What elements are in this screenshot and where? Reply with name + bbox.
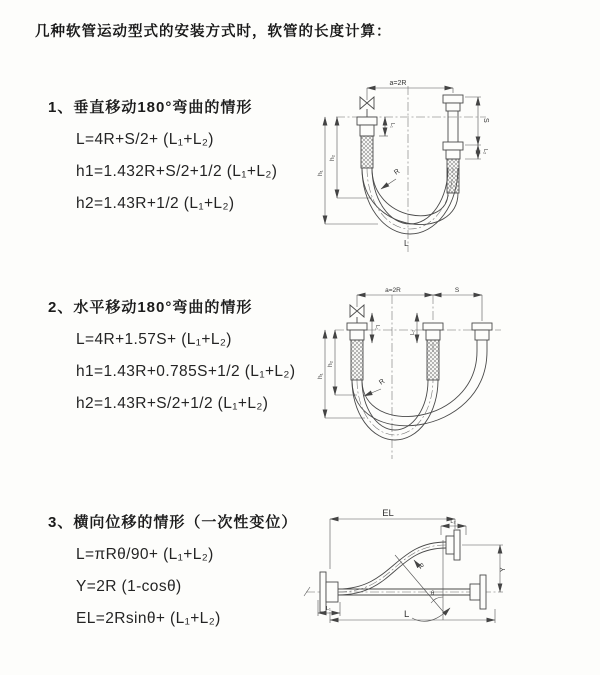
formula-l: L=πRθ/90+ (L₁+L₂) <box>76 546 214 563</box>
formula-l: L=4R+1.57S+ (L₁+L₂) <box>76 331 232 348</box>
dim-label-y: Y <box>500 567 507 572</box>
dim-label-theta: θ <box>431 591 435 597</box>
section-2-heading: 2、水平移动180°弯曲的情形 <box>48 299 253 316</box>
diagram-horizontal-180-bend <box>305 283 540 475</box>
dim-label-h2: h₂ <box>327 360 334 367</box>
section-1-heading: 1、垂直移动180°弯曲的情形 <box>48 99 253 116</box>
left-pipe-end <box>357 117 377 168</box>
hose-curves <box>352 351 487 440</box>
section-vertical-movement <box>0 98 277 226</box>
dim-label-l2: L₂ <box>410 329 416 335</box>
left-pipe-end <box>347 323 367 380</box>
dim-label-l1: L₁ <box>374 325 380 330</box>
formula-l: L=4R+S/2+ (L₁+L₂) <box>76 131 214 148</box>
formula-h2: h2=1.43R+S/2+1/2 (L₁+L₂) <box>76 395 269 412</box>
dim-label-l1: L₁ <box>389 123 395 128</box>
formula-y: Y=2R (1-cosθ) <box>76 578 182 595</box>
dim-label-h1: h₁ <box>317 170 324 176</box>
section-3-heading: 3、横向位移的情形（一次性变位） <box>48 514 298 531</box>
centerline-break-mark <box>304 587 310 596</box>
formula-h1: h1=1.43R+0.785S+1/2 (L₁+L₂) <box>76 363 296 380</box>
formula-h2: h2=1.43R+1/2 (L₁+L₂) <box>76 195 235 212</box>
diagram-lateral-displacement <box>300 505 560 655</box>
dim-label-r: R <box>393 168 402 177</box>
page-title: 几种软管运动型式的安装方式时，软管的长度计算： <box>35 24 392 40</box>
section-horizontal-movement <box>0 298 295 426</box>
section-lateral-displacement <box>0 513 297 641</box>
dim-label-h1: h₁ <box>317 373 324 379</box>
moved-pipe-end <box>472 323 492 351</box>
dim-label-s: S <box>454 287 460 294</box>
displaced-flange <box>446 530 460 560</box>
dim-label-el: EL <box>382 508 394 519</box>
dim-label-span: a=2R <box>389 80 407 87</box>
right-pipe-end <box>443 95 463 193</box>
dim-label-l: L <box>404 609 410 620</box>
dim-label-r: R <box>416 562 425 570</box>
diagram-vertical-180-bend <box>300 72 540 262</box>
dim-label-h2: h₂ <box>329 154 336 161</box>
dim-label-span: a=2R <box>385 287 401 294</box>
hose-curve <box>338 542 446 595</box>
formula-el: EL=2Rsinθ+ (L₁+L₂) <box>76 610 221 627</box>
formula-h1: h1=1.432R+S/2+1/2 (L₁+L₂) <box>76 163 278 180</box>
dim-label-l: L <box>404 238 409 248</box>
dim-label-l1: L₁ <box>326 606 331 612</box>
dim-label-l2: L₂ <box>482 149 488 155</box>
middle-pipe-end <box>423 323 443 380</box>
dim-label-l2: L₂ <box>450 519 456 525</box>
dim-label-s: S <box>482 118 489 123</box>
dim-label-r: R <box>378 378 387 387</box>
